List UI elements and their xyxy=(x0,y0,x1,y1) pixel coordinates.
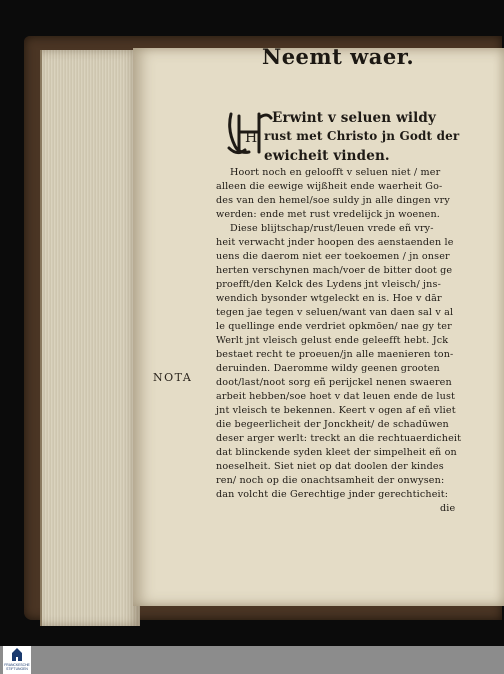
text-line: noeselheit. Siet niet op dat doolen der kindes xyxy=(216,461,444,472)
text-line: tegen jae tegen v seluen/want van daen sal v al xyxy=(216,307,454,318)
text-line: le quellinge ende verdriet opkmōen/ nae gy ter xyxy=(216,321,452,332)
text-line: doot/last/noot sorg eñ perijckel nenen swaeren xyxy=(216,377,452,388)
text-line: ewicheit vinden. xyxy=(264,148,390,164)
catchword: die xyxy=(440,503,456,514)
text-line: die begeerlicheit der Jonckheit/ de schadūwen xyxy=(216,419,449,430)
text-line: ren/ noch op die onachtsamheit der onwysen: xyxy=(216,475,445,486)
text-line: alleen die eewige wijßheit ende waerheit Go- xyxy=(216,181,443,192)
text-line: bestaet recht te proeuen/jn alle maenieren ton- xyxy=(216,349,454,360)
text-line: des van den hemel/soe suldy jn alle dingen vry xyxy=(216,195,450,206)
logo-text xyxy=(3,663,31,671)
text-line: rust met Christo jn Godt der xyxy=(264,129,460,143)
text-line: Diese blijtschap/rust/leuen vrede eñ vry- xyxy=(230,223,434,234)
text-line: arbeit hebben/soe hoet v dat leuen ende de lust xyxy=(216,391,456,402)
text-line: dat blinckende syden kleet der simpelheit eñ on xyxy=(216,447,457,458)
text-line: Werlt jnt vleisch gelust ende geleefft hebt. Jck xyxy=(216,335,449,346)
text-line: uens die daerom niet eer toekoemen / jn onser xyxy=(216,251,450,262)
text-line: werden: ende met rust vredelijck jn woenen. xyxy=(216,209,441,220)
text-line: heit verwacht jnder hoopen des aenstaenden le xyxy=(216,237,454,248)
text-line: deser arger werlt: treckt an die rechtuaerdicheit xyxy=(216,433,462,444)
text-line: herten verschynen mach/voer de bitter doot ge xyxy=(216,265,453,276)
text-line: Erwint v seluen wildy xyxy=(272,110,436,126)
text-line: jnt vleisch te bekennen. Keert v ogen af eñ vliet xyxy=(216,405,456,416)
text-line: deruinden. Daeromme wildy geenen grooten xyxy=(216,363,440,374)
logo-line: STIFTUNGEN xyxy=(6,667,28,671)
logo-line: FRANCKESCHE xyxy=(4,663,30,667)
text-line: wendich bysonder wtgeleckt en is. Hoe v dār xyxy=(216,293,442,304)
text-line: proefft/den Kelck des Lydens jnt vleisch/ jns- xyxy=(216,279,441,290)
text-line: Hoort noch en geloofft v seluen niet / mer xyxy=(230,167,441,178)
building-icon xyxy=(3,646,31,664)
page-header: Neemt waer. xyxy=(262,44,415,69)
text-line: dan volcht die Gerechtige jnder gerechticheit: xyxy=(216,489,449,500)
dropcap-letter: H xyxy=(245,130,258,146)
footer-bar xyxy=(0,646,504,674)
marginal-note: NOTA xyxy=(153,371,193,384)
page-edges xyxy=(40,50,140,626)
library-logo[interactable] xyxy=(3,646,31,674)
